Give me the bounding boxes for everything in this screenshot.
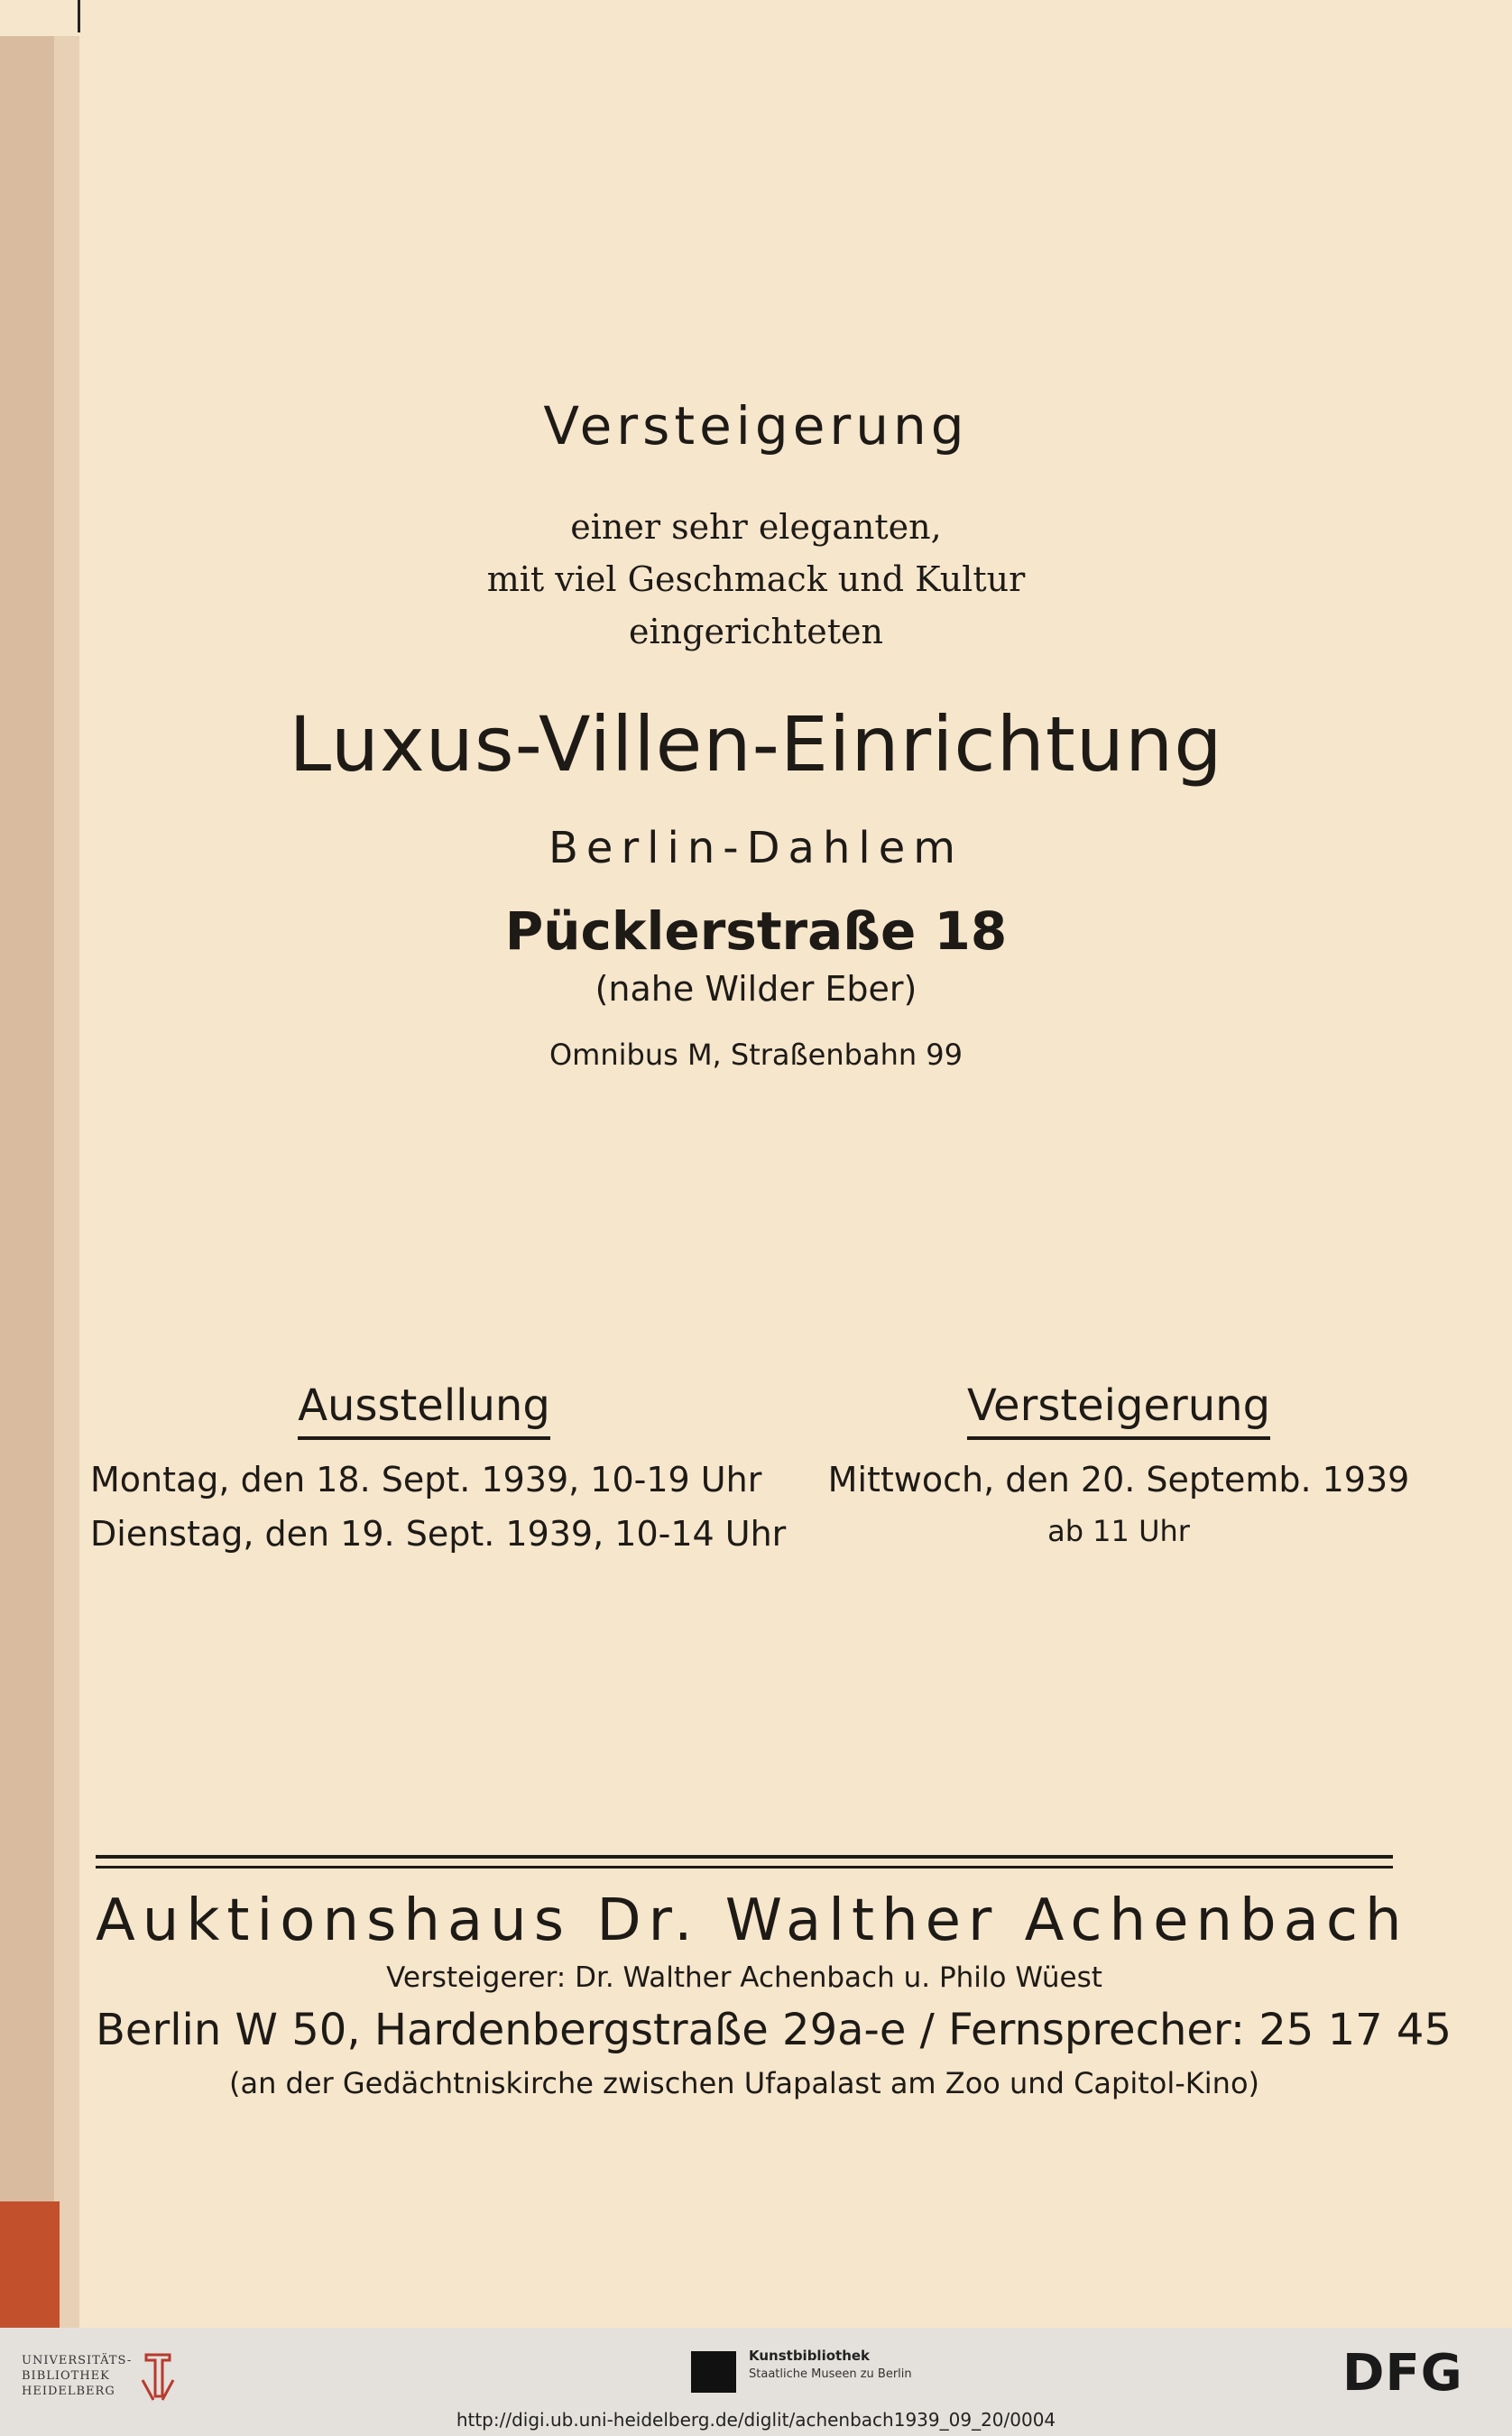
location-note: (an der Gedächtniskirche zwischen Ufapalast am Zoo und Capitol-Kino) [229,2066,1259,2100]
landmark-note: (nahe Wilder Eber) [595,969,917,1009]
subtitle-line-3: eingerichteten [629,612,883,651]
auction-house-name: Auktionshaus Dr. Walther Achenbach [96,1887,1409,1954]
scan-edge-mark [78,0,80,32]
transit-info: Omnibus M, Straßenbahn 99 [549,1038,963,1072]
library-logo-line-1: UNIVERSITÄTS- [22,2354,133,2367]
house-address: Berlin W 50, Hardenbergstraße 29a-e / Fernsprecher: 25 17 45 [96,2005,1452,2055]
city-line: Berlin-Dahlem [548,823,964,873]
dfg-logo[interactable]: DFG [1342,2344,1463,2403]
spine-red-marker [0,2201,60,2328]
footer-rule-thin [96,1866,1393,1869]
permalink-url[interactable]: http://digi.ub.uni-heidelberg.de/diglit/achenbach1939_09_20/0004 [456,2409,1056,2431]
kunstbibliothek-logo-icon[interactable] [691,2351,736,2393]
exhibition-date-2: Dienstag, den 19. Sept. 1939, 10-14 Uhr [90,1514,787,1554]
street-address: Pücklerstraße 18 [504,900,1008,962]
document-title: Versteigerung [543,395,969,457]
main-heading: Luxus-Villen-Einrichtung [289,700,1223,789]
library-emblem-icon [135,2344,180,2407]
library-logo-line-3: HEIDELBERG [22,2385,115,2398]
partner-subtitle: Staatliche Museen zu Berlin [749,2367,912,2381]
spine-shadow [54,36,79,2328]
auction-time: ab 11 Uhr [1047,1514,1190,1548]
auction-column [812,1380,1425,1548]
partner-name: Kunstbibliothek [749,2348,871,2364]
exhibition-column [90,1380,787,1554]
subtitle-line-2: mit viel Geschmack und Kultur [486,559,1026,599]
subtitle-line-1: einer sehr eleganten, [570,507,942,547]
exhibition-heading: Ausstellung [298,1380,550,1440]
library-logo-line-2: BIBLIOTHEK [22,2369,110,2383]
exhibition-date-1: Montag, den 18. Sept. 1939, 10-19 Uhr [90,1460,762,1499]
auction-date: Mittwoch, den 20. Septemb. 1939 [827,1460,1410,1499]
auctioneers-line: Versteigerer: Dr. Walther Achenbach u. Philo Wüest [386,1961,1102,1994]
auction-heading: Versteigerung [967,1380,1270,1440]
footer-rule-thick [96,1855,1393,1859]
